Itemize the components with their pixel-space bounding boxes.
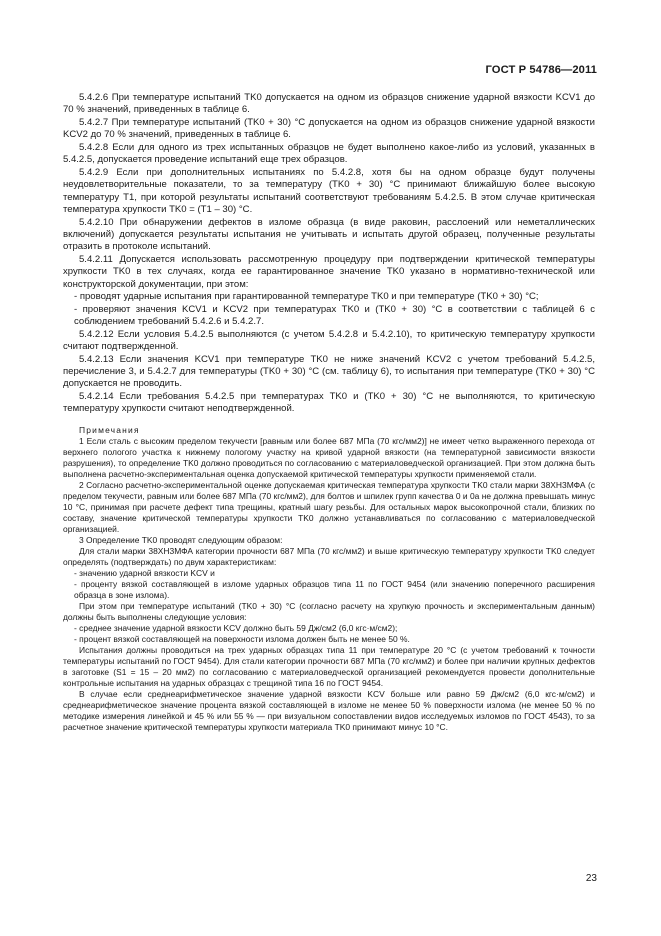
document-id-header: ГОСТ Р 54786—2011: [485, 64, 597, 76]
list-item: - проценту вязкой составляющей в изломе ударных образцов типа 11 по ГОСТ 9454 (или значению поперечного расширения образца в зоне излома).: [74, 578, 595, 600]
notes-section: [63, 425, 595, 733]
notes-title: Примечания: [79, 424, 140, 435]
main-text: [63, 92, 595, 733]
list-item: - значению ударной вязкости KCV и: [74, 567, 215, 578]
paragraph-5-4-2-14: 5.4.2.14 Если требования 5.4.2.5 при температурах TK0 и (TK0 + 30) °С не выполняются, то критическую температуру хрупкости считают неподтвержденной.: [63, 390, 595, 415]
list-item: - среднее значение ударной вязкости KCV должно быть 59 Дж/см2 (6,0 кгс·м/см2);: [74, 622, 398, 633]
paragraph-5-4-2-12: 5.4.2.12 Если условия 5.4.2.5 выполняются (с учетом 5.4.2.8 и 5.4.2.10), то критическую температуру хрупкости считают подтвержденной.: [63, 328, 595, 353]
paragraph-5-4-2-10: 5.4.2.10 При обнаружении дефектов в изломе образца (в виде раковин, расслоений или неметаллических включений) допускается результаты испытания не учитывать и испытать другой образец, полученные результаты отразить в протоколе испытаний.: [63, 216, 595, 253]
note-2: 2 Согласно расчетно-экспериментальной оценке допускаемая критическая температура хрупкости TK0 стали марки 38ХН3МФА (с пределом текучести, равным или более 687 МПа (70 кгс/мм2), для болтов и шпилек групп качества 0 и 0а не должна превышать минус 10 °С, принимая при расчете дефект типа трещины, кратный шагу резьбы. Для остальных марок высокопрочной стали, близких по составу, значение критической температуры хрупкости TK0 должно устанавливаться по согласованию с материаловедческой организацией.: [63, 479, 595, 534]
list-item: - проверяют значения KCV1 и KCV2 при температурах TK0 и (TK0 + 30) °С в соответствии с таблицей 6 с соблюдением требований 5.4.2.6 и 5.4.2.7.: [74, 303, 595, 328]
page-number: 23: [585, 873, 597, 884]
paragraph-5-4-2-11: 5.4.2.11 Допускается использовать рассмотренную процедуру при подтверждении критической температуры хрупкости TK0 в тех случаях, когда ее гарантированное значение TK0 указано в нормативно-технической или конструкторской документации, при этом:: [63, 253, 595, 290]
paragraph-5-4-2-9: 5.4.2.9 Если при дополнительных испытаниях по 5.4.2.8, хотя бы на одном образце будут получены неудовлетворительные показатели, то за температуру (TK0 + 30) °С принимают ближайшую более высокую температуру T1, при которой результаты испытаний соответствуют требованиям 5.4.2.5. В этом случае критическая температура хрупкости TK0 = (T1 – 30) °С.: [63, 166, 595, 216]
note-1: 1 Если сталь с высоким пределом текучести [равным или более 687 МПа (70 кгс/мм2)] не имеет четко выраженного перехода от верхнего пологого участка к нижнему пологому участку на кривой ударной вязкости (на температурной зависимости вязкости разрушения), то определение TK0 должно проводиться по согласованию с материаловедческой организацией. При этом должна быть выполнена расчетно-экспериментальная оценка допускаемой критической температуры хрупкости применяемой стали.: [63, 435, 595, 479]
paragraph-5-4-2-8: 5.4.2.8 Если для одного из трех испытанных образцов не будет выполнено какое-либо из условий, указанных в 5.4.2.5, допускается проведение испытаний еще трех образцов.: [63, 141, 595, 166]
paragraph-5-4-2-6: 5.4.2.6 При температуре испытаний TK0 допускается на одном из образцов снижение ударной вязкости KCV1 до 70 % значений, приведенных в таблице 6.: [63, 92, 595, 116]
note-paragraph: Испытания должны проводиться на трех ударных образцах типа 11 при температуре 20 °С (с учетом требований к точности температуры испытаний по ГОСТ 9454). Для стали категории прочности 687 МПа (70 кгс/мм2) и более при наличии крупных дефектов в заготовке (S1 = 15 – 20 мм2) по согласованию с материаловедческой организацией рекомендуется провести дополнительные контрольные испытания на ударных образцах с трещиной типа 16 по ГОСТ 9454.: [63, 644, 595, 688]
paragraph-5-4-2-13: 5.4.2.13 Если значения KCV1 при температуре TK0 не ниже значений KCV2 с учетом требований 5.4.2.5, перечисление 3, и 5.4.2.7 для температуры (TK0 + 30) °С (см. таблицу 6), то испытания при температуре (TK0 + 30) °С допускается не проводить.: [63, 353, 595, 390]
list-item: - процент вязкой составляющей на поверхности излома должен быть не менее 50 %.: [74, 633, 410, 644]
note-paragraph: При этом при температуре испытаний (TK0 + 30) °С (согласно расчету на хрупкую прочность и экспериментальным данным) должны быть выполнены следующие условия:: [63, 600, 595, 622]
note-paragraph: Для стали марки 38ХН3МФА категории прочности 687 МПа (70 кгс/мм2) и выше критическую температуру хрупкости TK0 следует определять (подтверждать) по двум характеристикам:: [63, 545, 595, 567]
note-3: 3 Определение TK0 проводят следующим образом:: [79, 534, 283, 545]
note-paragraph: В случае если среднеарифметическое значение ударной вязкости KCV больше или равно 59 Дж/см2 (6,0 кгс·м/см2) и среднеарифметическое значение процента вязкой составляющей в изломе не менее 50 % поверхности излома (не менее 50 % по методике измерения линейкой и 45 % или 55 % — при визуальном сопоставлении видов исследуемых изломов по ГОСТ 4543), то за расчетное значение критической температуры хрупкости материала TK0 принимают минус 10 °С.: [63, 688, 595, 732]
list-item: - проводят ударные испытания при гарантированной температуре TK0 и при температуре (TK0 + 30) °С;: [74, 291, 539, 303]
paragraph-5-4-2-7: 5.4.2.7 При температуре испытаний (TK0 + 30) °С допускается на одном из образцов снижение ударной вязкости KCV2 до 70 % значений, приведенных в таблице 6.: [63, 116, 595, 141]
